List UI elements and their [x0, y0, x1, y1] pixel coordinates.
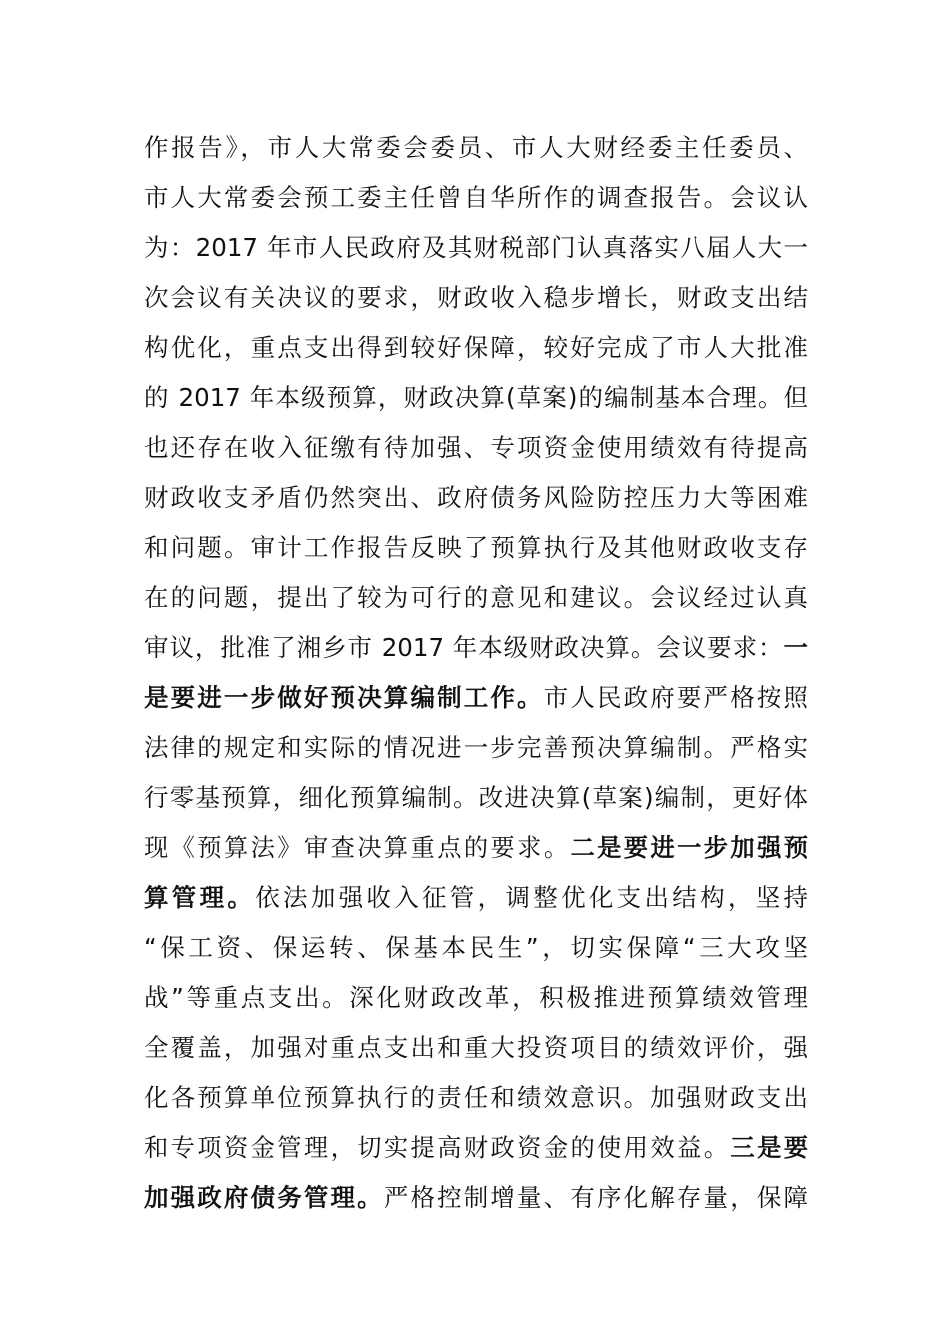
- bold-text-segment: 是要进一步做好预决算编制工作。: [144, 683, 544, 712]
- text-line: [144, 123, 808, 173]
- text-segment: 全覆盖，加强对重点支出和重大投资项目的绩效评价，强: [144, 1033, 808, 1062]
- text-segment: 的 2017 年本级预算，财政决算(草案)的编制基本合理。但: [144, 383, 808, 412]
- text-segment: 依法加强收入征管，调整优化支出结构，坚持: [255, 883, 808, 912]
- text-line: [144, 323, 808, 373]
- text-line: [144, 723, 808, 773]
- text-segment: 也还存在收入征缴有待加强、专项资金使用绩效有待提高: [144, 433, 808, 462]
- text-line: [144, 823, 808, 873]
- text-segment: 市人民政府要严格按照: [543, 683, 808, 712]
- text-line: [144, 473, 808, 523]
- text-line: [144, 573, 808, 623]
- bold-text-segment: 一: [783, 633, 808, 662]
- text-line: [144, 1123, 808, 1173]
- text-segment: 在的问题，提出了较为可行的意见和建议。会议经过认真: [144, 583, 808, 612]
- text-line: [144, 423, 808, 473]
- text-segment: 和问题。审计工作报告反映了预算执行及其他财政收支存: [144, 533, 808, 562]
- text-segment: 次会议有关决议的要求，财政收入稳步增长，财政支出结: [144, 283, 808, 312]
- document-body-text: [144, 123, 808, 1223]
- text-line: [144, 173, 808, 223]
- text-segment: 财政收支矛盾仍然突出、政府债务风险防控压力大等困难: [144, 483, 808, 512]
- text-line: [144, 523, 808, 573]
- text-segment: 现《预算法》审查决算重点的要求。: [144, 833, 571, 862]
- text-line: [144, 373, 808, 423]
- text-segment: 战”等重点支出。深化财政改革，积极推进预算绩效管理: [144, 983, 808, 1012]
- text-line: [144, 1173, 808, 1223]
- text-segment: 作报告》，市人大常委会委员、市人大财经委主任委员、: [144, 133, 808, 162]
- text-line: [144, 623, 808, 673]
- text-segment: 审议，批准了湘乡市 2017 年本级财政决算。会议要求：: [144, 633, 784, 662]
- text-line: [144, 673, 808, 723]
- text-segment: “保工资、保运转、保基本民生”，切实保障“三大攻坚: [144, 933, 808, 962]
- text-line: [144, 1023, 808, 1073]
- text-line: [144, 223, 808, 273]
- text-line: [144, 1073, 808, 1123]
- bold-text-segment: 算管理。: [144, 883, 256, 912]
- text-segment: 法律的规定和实际的情况进一步完善预决算编制。严格实: [144, 733, 808, 762]
- text-line: [144, 873, 808, 923]
- text-segment: 市人大常委会预工委主任曾自华所作的调查报告。会议认: [144, 183, 808, 212]
- text-segment: 和专项资金管理，切实提高财政资金的使用效益。: [144, 1133, 731, 1162]
- text-segment: 化各预算单位预算执行的责任和绩效意识。加强财政支出: [144, 1083, 808, 1112]
- text-segment: 构优化，重点支出得到较好保障，较好完成了市人大批准: [144, 333, 808, 362]
- bold-text-segment: 二是要进一步加强预: [570, 833, 808, 862]
- bold-text-segment: 三是要: [730, 1133, 808, 1162]
- text-line: [144, 273, 808, 323]
- text-line: [144, 973, 808, 1023]
- text-line: [144, 923, 808, 973]
- text-segment: 为：2017 年市人民政府及其财税部门认真落实八届人大一: [144, 233, 808, 262]
- text-line: [144, 773, 808, 823]
- bold-text-segment: 加强政府债务管理。: [144, 1183, 384, 1212]
- text-segment: 严格控制增量、有序化解存量，保障: [383, 1183, 808, 1212]
- text-segment: 行零基预算，细化预算编制。改进决算(草案)编制，更好体: [144, 783, 808, 812]
